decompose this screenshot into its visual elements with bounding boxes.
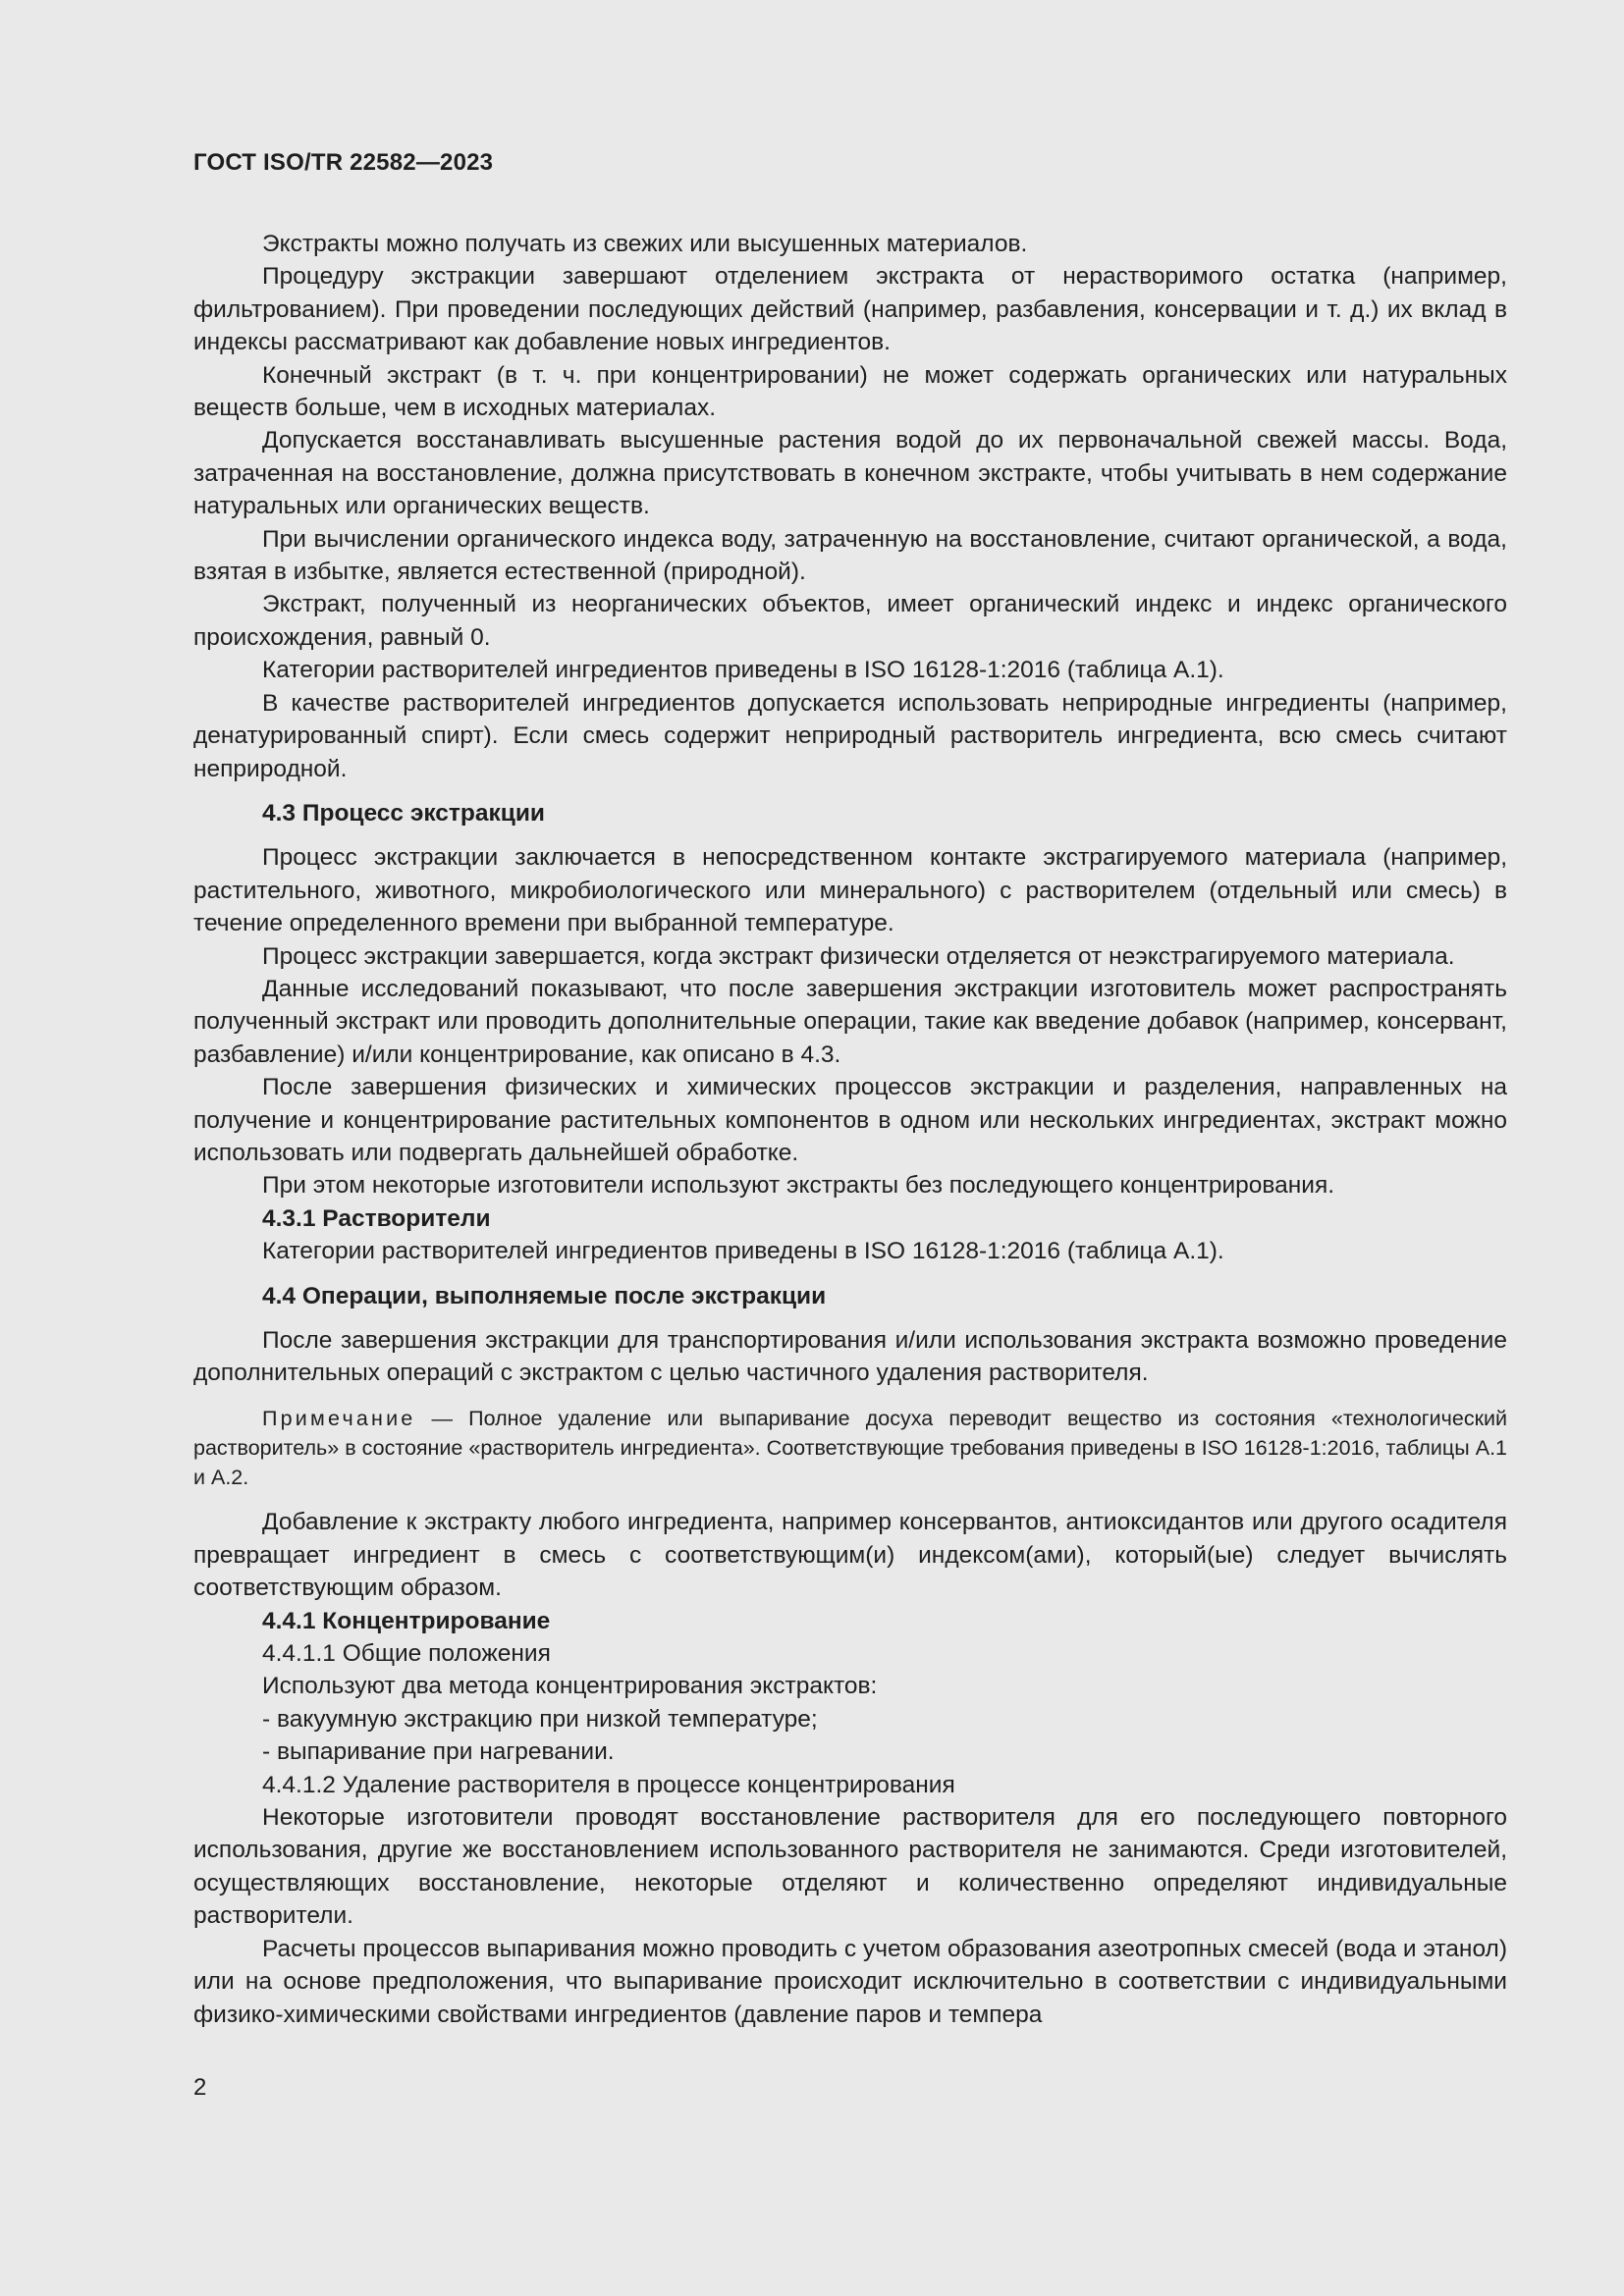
paragraph: Категории растворителей ингредиентов приведены в ISO 16128-1:2016 (таблица А.1).	[262, 657, 1224, 684]
paragraph: В качестве растворителей ингредиентов допускается использовать неприродные ингредиенты (например, денатурированный спирт). Если смесь содержит неприродный растворитель ингредиента, всю смесь считают неприродной.	[193, 689, 1507, 782]
paragraph: Некоторые изготовители проводят восстановление растворителя для его последующего повторного использования, другие же восстановлением использованного растворителя не занимаются. Среди изготовителей, осуществляющих восстановление, некоторые отделяют и количественно определяют индивидуальные растворители.	[193, 1804, 1507, 1930]
paragraph: Данные исследований показывают, что после завершения экстракции изготовитель может распространять полученный экстракт или проводить дополнительные операции, такие как введение добавок (например, консервант, разбавление) и/или концентрирование, как описано в 4.3.	[193, 975, 1507, 1068]
paragraph: Расчеты процессов выпаривания можно проводить с учетом образования азеотропных смесей (вода и этанол) или на основе предположения, что выпаривание происходит исключительно в соответствии с индивидуальными физико-химическими свойствами ингредиентов (давление паров и темпера	[193, 1935, 1507, 2028]
note-label: Примечание	[262, 1406, 416, 1430]
subsubsection-heading-4-4-1-1: 4.4.1.1 Общие положения	[262, 1640, 551, 1668]
page-number: 2	[193, 2074, 207, 2101]
list-item: - вакуумную экстракцию при низкой температуре;	[262, 1705, 818, 1733]
paragraph: Процедуру экстракции завершают отделением экстракта от нерастворимого остатка (например, фильтрованием). При проведении последующих действий (например, разбавления, консервации и т. д.) их вклад в индексы рассматривают как добавление новых ингредиентов.	[193, 263, 1507, 356]
paragraph: Используют два метода концентрирования экстрактов:	[262, 1673, 878, 1700]
document-body	[193, 228, 1507, 2031]
paragraph: При вычислении органического индекса воду, затраченную на восстановление, считают органической, а вода, взятая в избытке, является естественной (природной).	[193, 525, 1507, 586]
note-paragraph	[193, 1404, 1507, 1493]
paragraph: Экстракт, полученный из неорганических объектов, имеет органический индекс и индекс органического происхождения, равный 0.	[193, 591, 1507, 651]
subsection-heading-4-4-1: 4.4.1 Концентрирование	[262, 1607, 551, 1634]
paragraph: Добавление к экстракту любого ингредиента, например консервантов, антиоксидантов или другого осадителя превращает ингредиент в смесь с соответствующим(и) индексом(ами), который(ые) следует вычислять соответствующим образом.	[193, 1509, 1507, 1602]
document-code-header: ГОСТ ISO/TR 22582—2023	[193, 149, 494, 176]
subsection-heading-4-3-1: 4.3.1 Растворители	[262, 1204, 491, 1232]
paragraph: Конечный экстракт (в т. ч. при концентрировании) не может содержать органических или натуральных веществ больше, чем в исходных материалах.	[193, 361, 1507, 422]
paragraph: Допускается восстанавливать высушенные растения водой до их первоначальной свежей массы. Вода, затраченная на восстановление, должна присутствовать в конечном экстракте, чтобы учитывать в нем содержание натуральных или органических веществ.	[193, 427, 1507, 520]
paragraph: После завершения экстракции для транспортирования и/или использования экстракта возможно проведение дополнительных операций с экстрактом с целью частичного удаления растворителя.	[193, 1327, 1507, 1387]
paragraph: Экстракты можно получать из свежих или высушенных материалов.	[262, 231, 1028, 257]
paragraph: После завершения физических и химических процессов экстракции и разделения, направленных на получение и концентрирование растительных компонентов в одном или нескольких ингредиентах, экстракт можно использовать или подвергать дальнейшей обработке.	[193, 1074, 1507, 1166]
section-heading-4-3: 4.3 Процесс экстракции	[262, 799, 545, 827]
list-item: - выпаривание при нагревании.	[262, 1738, 615, 1766]
paragraph: Категории растворителей ингредиентов приведены в ISO 16128-1:2016 (таблица А.1).	[262, 1238, 1224, 1265]
note-text: — Полное удаление или выпаривание досуха переводит вещество из состояния «технологический растворитель» в состояние «растворитель ингредиента». Соответствующие требования приведены в ISO 16128-1:2016, таблицы А.1 и А.2.	[193, 1406, 1507, 1490]
subsubsection-heading-4-4-1-2: 4.4.1.2 Удаление растворителя в процессе концентрирования	[262, 1771, 955, 1798]
paragraph: Процесс экстракции заключается в непосредственном контакте экстрагируемого материала (например, растительного, животного, микробиологического или минерального) с растворителем (отдельный или смесь) в течение определенного времени при выбранной температуре.	[193, 844, 1507, 937]
paragraph: При этом некоторые изготовители используют экстракты без последующего концентрирования.	[262, 1172, 1335, 1200]
section-heading-4-4: 4.4 Операции, выполняемые после экстракции	[262, 1282, 827, 1309]
paragraph: Процесс экстракции завершается, когда экстракт физически отделяется от неэкстрагируемого материала.	[262, 942, 1455, 970]
